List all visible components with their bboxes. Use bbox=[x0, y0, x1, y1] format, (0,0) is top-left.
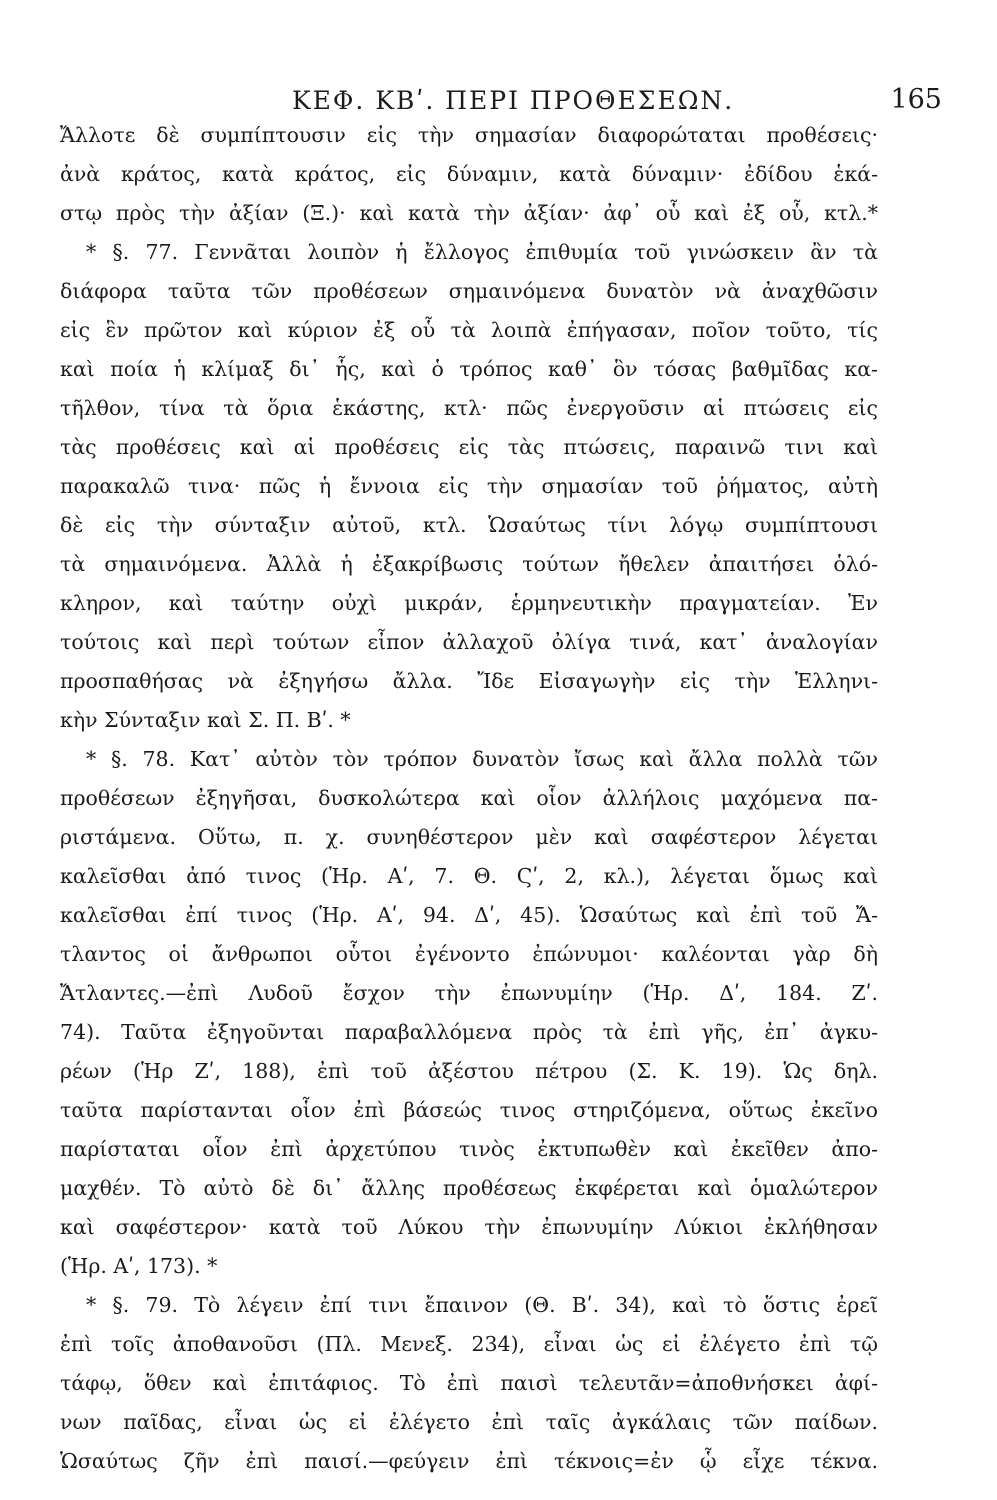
text-line: Ἄτλαντες.—ἐπὶ Λυδοῦ ἔσχον τὴν ἐπωνυμίην (Ἡρ. Δʹ, 184. Ζʹ. bbox=[60, 981, 878, 1005]
text-line: διάφορα ταῦτα τῶν προθέσεων σημαινόμενα δυνατὸν νὰ ἀναχθῶσιν bbox=[60, 279, 878, 303]
text-line: προσπαθήσας νὰ ἐξηγήσω ἄλλα. Ἴδε Εἰσαγωγὴν εἰς τὴν Ἑλληνι- bbox=[60, 669, 878, 693]
text-line: στῳ πρὸς τὴν ἀξίαν (Ξ.)· καὶ κατὰ τὴν ἀξίαν· ἀφ᾽ οὗ καὶ ἐξ οὗ, κτλ.* bbox=[60, 201, 878, 225]
text-line: ριστάμενα. Οὕτω, π. χ. συνηθέστερον μὲν καὶ σαφέστερον λέγεται bbox=[60, 825, 878, 849]
text-line: τάφῳ, ὅθεν καὶ ἐπιτάφιος. Τὸ ἐπὶ παισὶ τελευτᾶν=ἀποθνήσκει ἀφί- bbox=[60, 1371, 878, 1395]
text-line: καλεῖσθαι ἐπί τινος (Ἡρ. Αʹ, 94. Δʹ, 45). Ὡσαύτως καὶ ἐπὶ τοῦ Ἄ- bbox=[60, 903, 878, 927]
text-line: τλαντος οἱ ἄνθρωποι οὗτοι ἐγένοντο ἐπώνυμοι· καλέονται γὰρ δὴ bbox=[60, 942, 878, 966]
text-line: μαχθέν. Τὸ αὐτὸ δὲ δι᾽ ἄλλης προθέσεως ἐκφέρεται καὶ ὁμαλώτερον bbox=[60, 1176, 878, 1200]
text-line: ἀνὰ κράτος, κατὰ κράτος, εἰς δύναμιν, κατὰ δύναμιν· ἐδίδου ἑκά- bbox=[60, 162, 878, 186]
text-line: παρίσταται οἷον ἐπὶ ἀρχετύπου τινὸς ἐκτυπωθὲν καὶ ἐκεῖθεν ἀπο- bbox=[60, 1137, 878, 1161]
text-line: τὰς προθέσεις καὶ αἱ προθέσεις εἰς τὰς πτώσεις, παραινῶ τινι καὶ bbox=[60, 435, 878, 459]
section-79-start: * §. 79. Τὸ λέγειν ἐπί τινι ἔπαινον (Θ. Βʹ. 34), καὶ τὸ ὅστις ἐρεῖ bbox=[86, 1293, 878, 1317]
text-line: κὴν Σύνταξιν καὶ Σ. Π. Βʹ. * bbox=[60, 708, 351, 732]
running-head: ΚΕΦ. ΚΒʹ. ΠΕΡΙ ΠΡΟΘΕΣΕΩΝ. bbox=[292, 86, 735, 115]
text-line: 74). Ταῦτα ἐξηγοῦνται παραβαλλόμενα πρὸς τὰ ἐπὶ γῆς, ἐπ᾽ ἀγκυ- bbox=[60, 1020, 878, 1044]
section-77-start: * §. 77. Γεννᾶται λοιπὸν ἡ ἔλλογος ἐπιθυμία τοῦ γινώσκειν ἂν τὰ bbox=[86, 240, 878, 264]
text-line: εἰς ἓν πρῶτον καὶ κύριον ἐξ οὗ τὰ λοιπὰ ἐπήγασαν, ποῖον τοῦτο, τίς bbox=[60, 318, 878, 342]
section-78-start: * §. 78. Κατ᾽ αὐτὸν τὸν τρόπον δυνατὸν ἴσως καὶ ἄλλα πολλὰ τῶν bbox=[86, 747, 878, 771]
page-number: 165 bbox=[890, 84, 942, 115]
text-line: τούτοις καὶ περὶ τούτων εἶπον ἀλλαχοῦ ὀλίγα τινά, κατ᾽ ἀναλογίαν bbox=[60, 630, 878, 654]
text-line: κληρον, καὶ ταύτην οὐχὶ μικράν, ἑρμηνευτικὴν πραγματείαν. Ἐν bbox=[60, 591, 878, 615]
text-line: καλεῖσθαι ἀπό τινος (Ἡρ. Αʹ, 7. Θ. Ϛʹ, 2, κλ.), λέγεται ὅμως καὶ bbox=[60, 864, 878, 888]
text-line: Ἄλλοτε δὲ συμπίπτουσιν εἰς τὴν σημασίαν διαφορώταται προθέσεις· bbox=[60, 123, 878, 147]
text-line: (Ἡρ. Αʹ, 173). * bbox=[60, 1254, 218, 1278]
text-line: καὶ σαφέστερον· κατὰ τοῦ Λύκου τὴν ἐπωνυμίην Λύκιοι ἐκλήθησαν bbox=[60, 1215, 878, 1239]
text-line: ταῦτα παρίστανται οἷον ἐπὶ βάσεώς τινος στηριζόμενα, οὕτως ἐκεῖνο bbox=[60, 1098, 878, 1122]
text-line: νων παῖδας, εἶναι ὡς εἰ ἐλέγετο ἐπὶ ταῖς ἀγκάλαις τῶν παίδων. bbox=[60, 1410, 878, 1434]
text-line: Ὡσαύτως ζῆν ἐπὶ παισί.—φεύγειν ἐπὶ τέκνοις=ἐν ᾧ εἶχε τέκνα. bbox=[60, 1449, 878, 1473]
text-line: δὲ εἰς τὴν σύνταξιν αὐτοῦ, κτλ. Ὡσαύτως τίνι λόγῳ συμπίπτουσι bbox=[60, 513, 878, 537]
text-line: καὶ ποία ἡ κλίμαξ δι᾽ ἧς, καὶ ὁ τρόπος καθ᾽ ὃν τόσας βαθμῖδας κα- bbox=[60, 357, 878, 381]
text-line: τῆλθον, τίνα τὰ ὅρια ἑκάστης, κτλ· πῶς ἐνεργοῦσιν αἱ πτώσεις εἰς bbox=[60, 396, 878, 420]
text-line: ρέων (Ἡρ Ζʹ, 188), ἐπὶ τοῦ ἀξέστου πέτρου (Σ. Κ. 19). Ὡς δηλ. bbox=[60, 1059, 878, 1083]
text-line: παρακαλῶ τινα· πῶς ἡ ἔννοια εἰς τὴν σημασίαν τοῦ ῥήματος, αὐτὴ bbox=[60, 474, 878, 498]
text-line: προθέσεων ἐξηγῆσαι, δυσκολώτερα καὶ οἷον ἀλλήλοις μαχόμενα πα- bbox=[60, 786, 878, 810]
text-line: τὰ σημαινόμενα. Ἀλλὰ ἡ ἐξακρίβωσις τούτων ἤθελεν ἀπαιτήσει ὁλό- bbox=[60, 552, 878, 576]
text-line: ἐπὶ τοῖς ἀποθανοῦσι (Πλ. Μενεξ. 234), εἶναι ὡς εἰ ἐλέγετο ἐπὶ τῷ bbox=[60, 1332, 878, 1356]
body-text bbox=[60, 116, 878, 1481]
